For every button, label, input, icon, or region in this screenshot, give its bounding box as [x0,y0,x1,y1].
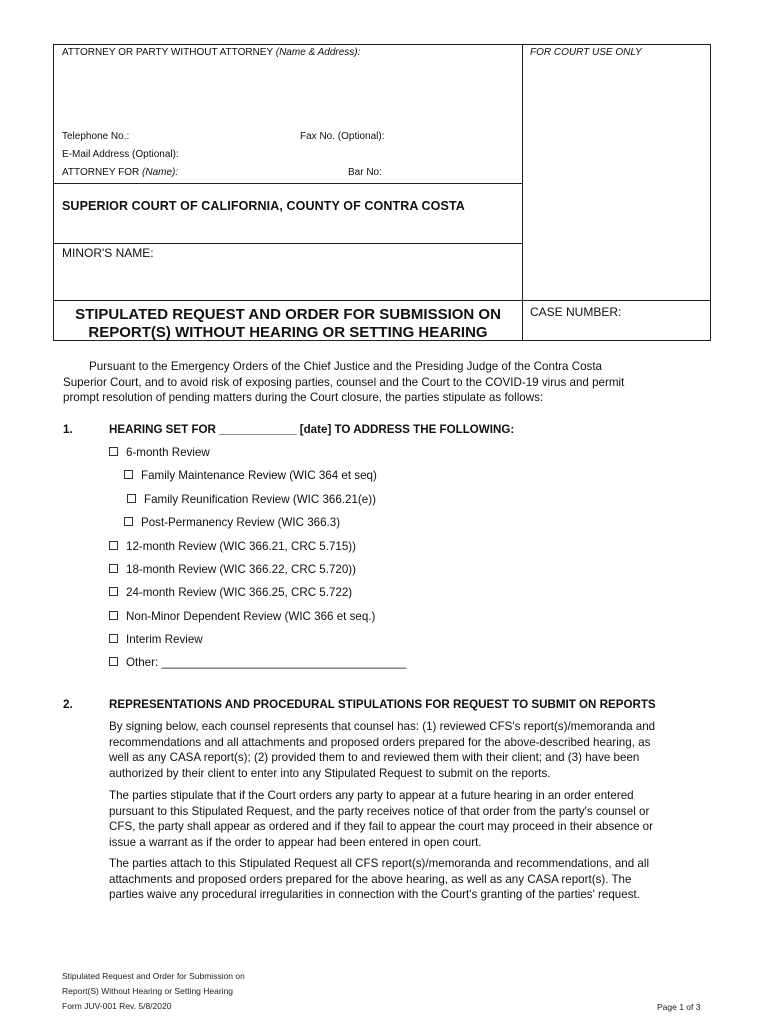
checkbox-label: Interim Review [126,633,203,646]
section2-paragraph-2 [109,788,719,850]
paragraph-line: pursuant to this Stipulated Request, and the party receives notice of that order from the party's counsel or [109,804,650,818]
document-title-line2: REPORT(S) WITHOUT HEARING OR SETTING HEARING [88,324,488,341]
checkbox-label: Non-Minor Dependent Review (WIC 366 et seq.) [126,610,376,623]
attorney-for-label [62,167,178,178]
paragraph-line: CFS, the party shall appear as ordered and if they fail to appear the court may proceed in their absence or [109,820,653,833]
section1-number: 1. [63,423,73,436]
checkbox-12-month-review[interactable] [109,540,356,553]
checkbox-label: Other: ______________________________________ [126,656,407,669]
paragraph-line: parties waive any procedural irregularities in connection with the Court's granting of the parties' request. [109,888,640,901]
minor-name-label: MINOR'S NAME: [62,246,154,260]
checkbox-icon[interactable] [124,517,133,526]
attorney-label [62,47,360,58]
checkbox-24-month-review[interactable] [109,586,352,599]
checkbox-label: Family Reunification Review (WIC 366.21(e)) [144,493,376,506]
section2-heading: REPRESENTATIONS AND PROCEDURAL STIPULATIONS FOR REQUEST TO SUBMIT ON REPORTS [109,698,656,711]
checkbox-icon[interactable] [127,494,136,503]
footer-form-title-line1: Stipulated Request and Order for Submission on [62,971,245,981]
checkbox-interim-review[interactable] [109,633,203,646]
attorney-label-text: ATTORNEY OR PARTY WITHOUT ATTORNEY [62,47,273,58]
checkbox-icon[interactable] [109,634,118,643]
paragraph-line: well as any CASA report(s); (2) provided them to and reviewed them with their client; and (3) have been [109,751,640,764]
email-label: E-Mail Address (Optional): [62,149,179,160]
attorney-for-text: ATTORNEY FOR [62,167,140,178]
document-title-line1: STIPULATED REQUEST AND ORDER FOR SUBMISSION ON [75,306,501,323]
checkbox-6-month-review[interactable] [109,446,210,459]
checkbox-family-maintenance-review[interactable] [124,469,377,482]
paragraph-line: recommendations and all attachments and proposed orders prepared for the above-described hearing, as [109,735,651,749]
intro-line: Pursuant to the Emergency Orders of the Chief Justice and the Presiding Judge of the Contra Costa [89,360,602,373]
section2-number: 2. [63,698,73,711]
checkbox-label: 24-month Review (WIC 366.25, CRC 5.722) [126,586,353,599]
case-number-label: CASE NUMBER: [530,305,622,319]
checkbox-icon[interactable] [109,447,118,456]
checkbox-non-minor-dependent-review[interactable] [109,610,375,623]
checkbox-family-reunification-review[interactable] [127,493,376,506]
paragraph-line: attachments and proposed orders prepared for the above hearing, as well as any CASA report(s). The [109,872,632,886]
checkbox-label: 6-month Review [126,446,210,459]
page-number: Page 1 of 3 [657,1002,701,1012]
paragraph-line: authorized by their client to enter into any Stipulated Request to submit on the reports. [109,766,551,780]
checkbox-label: 18-month Review (WIC 366.22, CRC 5.720)) [126,563,357,576]
attorney-label-hint: (Name & Address): [275,47,361,58]
intro-paragraph [63,359,713,406]
intro-line: Superior Court, and to avoid risk of exposing parties, counsel and the Court to the COVID-19 virus and permit [63,375,625,389]
attorney-for-hint: (Name): [142,167,179,178]
document-title [54,306,522,342]
footer-form-number: Form JUV-001 Rev. 5/8/2020 [62,1001,172,1011]
court-use-label: FOR COURT USE ONLY [530,47,642,58]
checkbox-18-month-review[interactable] [109,563,356,576]
checkbox-icon[interactable] [109,657,118,666]
checkbox-icon[interactable] [124,470,133,479]
checkbox-icon[interactable] [109,587,118,596]
checkbox-icon[interactable] [109,611,118,620]
checkbox-icon[interactable] [109,564,118,573]
section1-heading: HEARING SET FOR ____________ [date] TO ADDRESS THE FOLLOWING: [109,423,515,436]
checkbox-label: Post-Permanency Review (WIC 366.3) [141,516,341,529]
checkbox-post-permanency-review[interactable] [124,516,340,529]
paragraph-line: By signing below, each counsel represents that counsel has: (1) reviewed CFS's report(s)/memoranda and [109,720,656,733]
checkbox-label: 12-month Review (WIC 366.21, CRC 5.715)) [126,540,357,553]
checkbox-other[interactable] [109,656,406,669]
section2-paragraph-3 [109,856,719,903]
telephone-label: Telephone No.: [62,131,130,142]
footer-form-title-line2: Report(S) Without Hearing or Setting Hearing [62,986,234,996]
paragraph-line: issue a warrant as if the order to appear had been entered in open court. [109,835,482,849]
paragraph-line: The parties stipulate that if the Court orders any party to appear at a future hearing in an order entered [109,789,634,802]
fax-label: Fax No. (Optional): [300,131,385,142]
checkbox-label: Family Maintenance Review (WIC 364 et seq) [141,469,377,482]
bar-number-label: Bar No: [348,167,382,178]
court-name: SUPERIOR COURT OF CALIFORNIA, COUNTY OF CONTRA COSTA [62,199,465,213]
checkbox-icon[interactable] [109,541,118,550]
paragraph-line: The parties attach to this Stipulated Request all CFS report(s)/memoranda and recommendations, and all [109,857,650,870]
intro-line: prompt resolution of pending matters during the Court closure, the parties stipulate as follows: [63,391,544,404]
section2-paragraph-1 [109,719,719,781]
